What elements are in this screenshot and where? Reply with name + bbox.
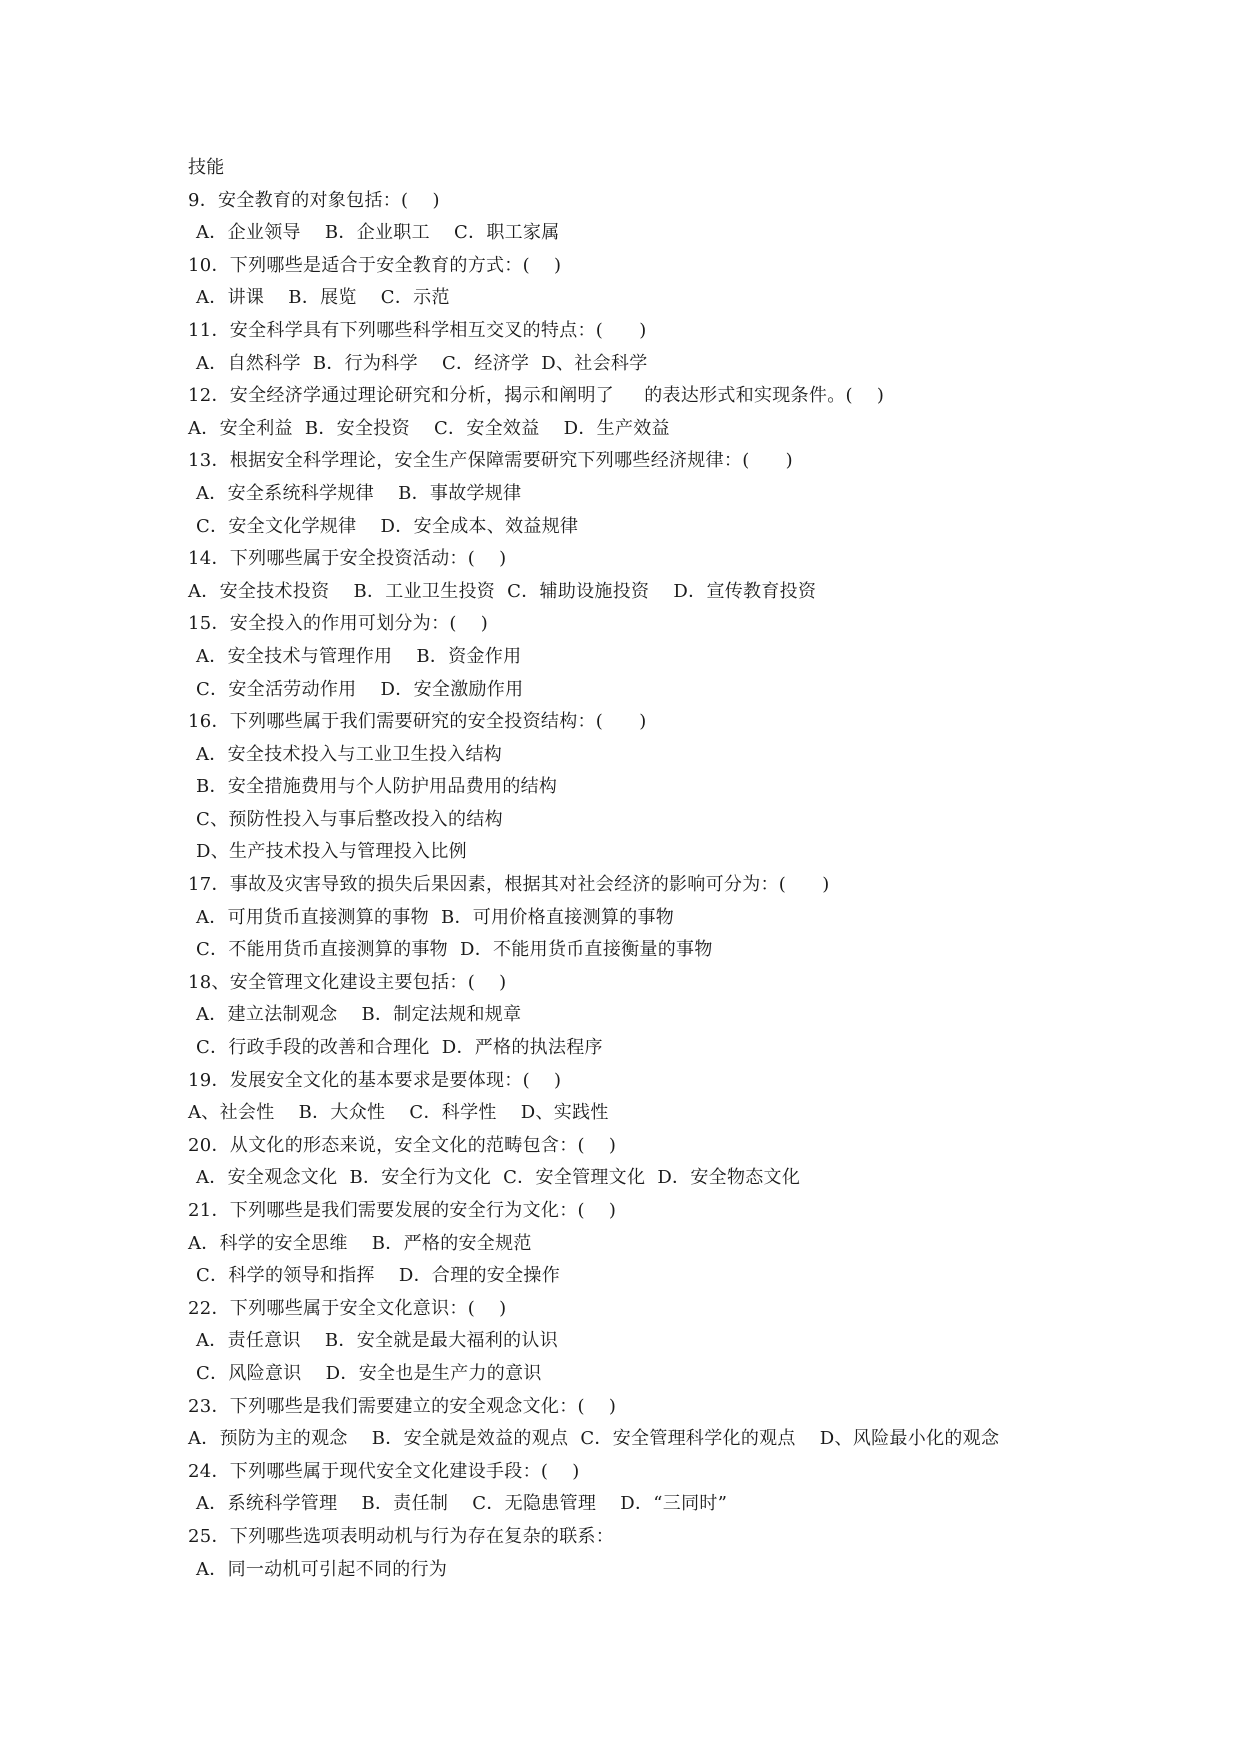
answer-options-line: C．风险意识 D．安全也是生产力的意识 (196, 1362, 542, 1384)
question-line: 11．安全科学具有下列哪些科学相互交叉的特点：( ) (188, 319, 647, 341)
question-line: 16．下列哪些属于我们需要研究的安全投资结构：( ) (188, 711, 647, 733)
answer-options-line: A．自然科学 B．行为科学 C．经济学 D、社会科学 (196, 352, 648, 374)
question-line: 17．事故及灾害导致的损失后果因素，根据其对社会经济的影响可分为：( ) (188, 874, 830, 896)
question-line: 24．下列哪些属于现代安全文化建设手段：( ) (188, 1460, 580, 1482)
answer-options-line: A．讲课 B．展览 C．示范 (196, 287, 450, 309)
question-line: 14．下列哪些属于安全投资活动：( ) (188, 548, 507, 570)
answer-options-line: A．安全技术与管理作用 B．资金作用 (196, 645, 522, 667)
question-line: A．安全利益 B．安全投资 C．安全效益 D．生产效益 (188, 417, 670, 439)
answer-options-line: A．系统科学管理 B．责任制 C．无隐患管理 D．“三同时” (196, 1493, 728, 1515)
answer-options-line: A．建立法制观念 B．制定法规和规章 (196, 1004, 522, 1026)
question-line: 21．下列哪些是我们需要发展的安全行为文化：( ) (188, 1200, 617, 1221)
question-line: A．科学的安全思维 B．严格的安全规范 (188, 1232, 532, 1254)
answer-options-line: C．不能用货币直接测算的事物 D．不能用货币直接衡量的事物 (196, 939, 713, 961)
question-line: 技能 (188, 157, 225, 178)
question-line: 15．安全投入的作用可划分为：( ) (188, 613, 489, 635)
answer-options-line: A．责任意识 B．安全就是最大福利的认识 (196, 1330, 559, 1352)
question-line: 20．从文化的形态来说，安全文化的范畴包含：( ) (188, 1134, 617, 1156)
question-line: 22．下列哪些属于安全文化意识：( ) (188, 1297, 507, 1319)
answer-options-line: A．安全观念文化 B．安全行为文化 C．安全管理文化 D．安全物态文化 (196, 1167, 801, 1189)
question-line: A．安全技术投资 B．工业卫生投资 C．辅助设施投资 D．宣传教育投资 (188, 580, 817, 602)
question-line: 23．下列哪些是我们需要建立的安全观念文化：( ) (188, 1395, 617, 1417)
answer-options-line: C．安全活劳动作用 D．安全激励作用 (196, 678, 524, 700)
answer-options-line: A．安全技术投入与工业卫生投入结构 (196, 743, 503, 765)
answer-options-line: C．行政手段的改善和合理化 D．严格的执法程序 (196, 1037, 603, 1059)
answer-options-line: C．安全文化学规律 D．安全成本、效益规律 (196, 515, 579, 537)
answer-options-line: A．企业领导 B．企业职工 C．职工家属 (196, 222, 560, 244)
question-line: A、社会性 B．大众性 C．科学性 D、实践性 (188, 1102, 609, 1124)
question-line: 19．发展安全文化的基本要求是要体现：( ) (188, 1069, 562, 1091)
answer-options-line: A．安全系统科学规律 B．事故学规律 (196, 482, 522, 504)
question-line: 18、安全管理文化建设主要包括：( ) (188, 971, 507, 993)
answer-options-line: B．安全措施费用与个人防护用品费用的结构 (196, 776, 558, 798)
question-line: 13．根据安全科学理论，安全生产保障需要研究下列哪些经济规律：( ) (188, 450, 793, 472)
question-line: 25．下列哪些选项表明动机与行为存在复杂的联系： (188, 1525, 615, 1547)
answer-options-line: D、生产技术投入与管理投入比例 (196, 841, 467, 863)
answer-options-line: C、预防性投入与事后整改投入的结构 (196, 808, 503, 830)
question-line: 12．安全经济学通过理论研究和分析，揭示和阐明了 的表达形式和实现条件。( ) (188, 385, 885, 407)
question-line: 10．下列哪些是适合于安全教育的方式：( ) (188, 254, 562, 276)
question-line: 9．安全教育的对象包括：( ) (188, 189, 440, 211)
document-body (188, 152, 1188, 1586)
answer-options-line: A．可用货币直接测算的事物 B．可用价格直接测算的事物 (196, 906, 675, 928)
answer-options-line: A．同一动机可引起不同的行为 (196, 1558, 448, 1580)
question-line: A．预防为主的观念 B．安全就是效益的观点 C．安全管理科学化的观点 D、风险最小化的观念 (188, 1428, 1000, 1450)
answer-options-line: C．科学的领导和指挥 D．合理的安全操作 (196, 1265, 560, 1287)
